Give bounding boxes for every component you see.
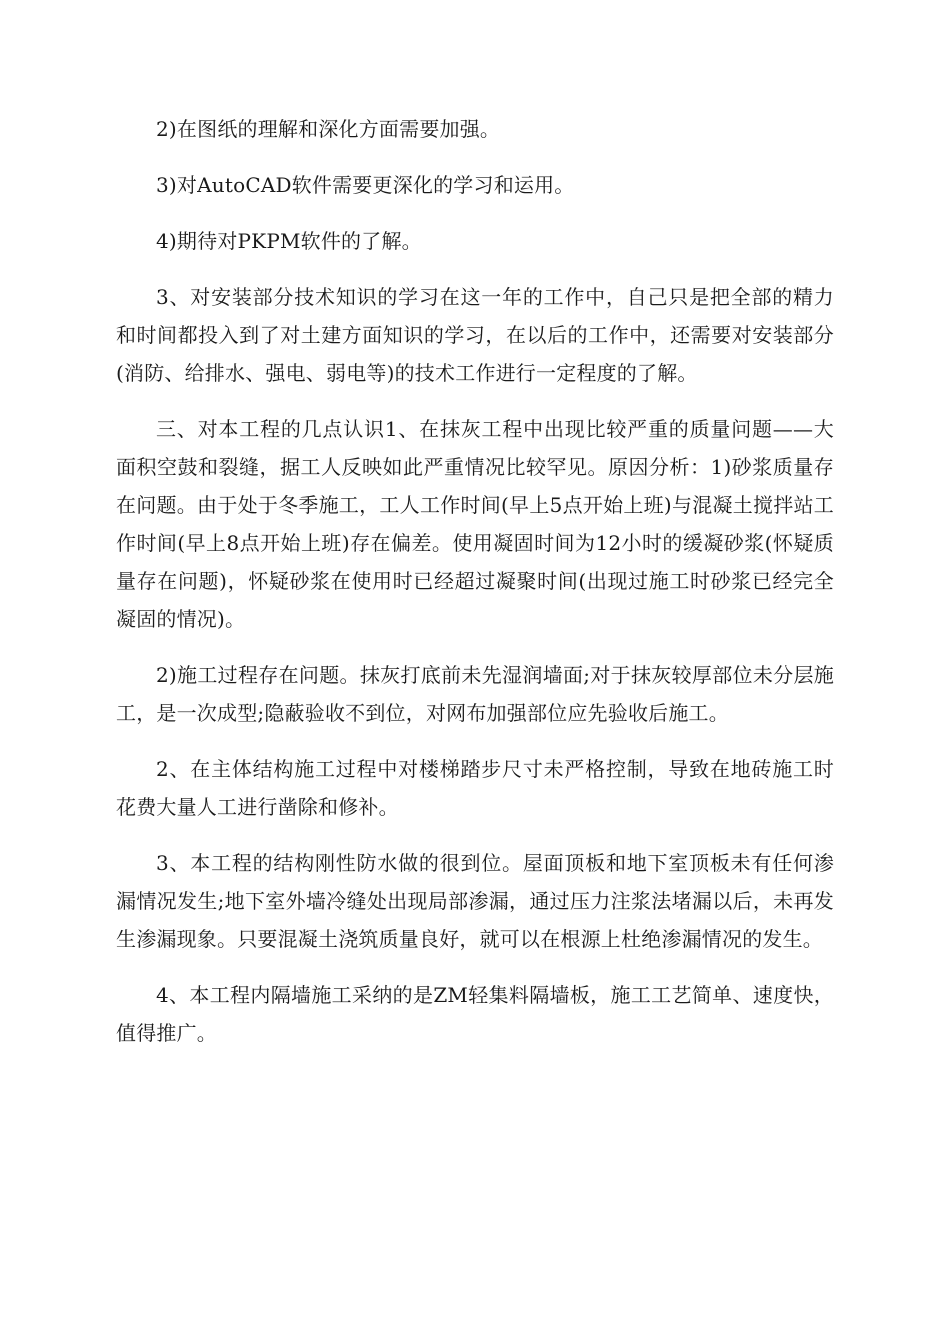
- document-body: [116, 110, 834, 1070]
- paragraph-project-observations: 三、对本工程的几点认识1、在抹灰工程中出现比较严重的质量问题——大面积空鼓和裂缝，据工人反映如此严重情况比较罕见。原因分析：1)砂浆质量存在问题。由于处于冬季施工，工人工作时间(早上5点开始上班)与混凝土搅拌站工作时间(早上8点开始上班)存在偏差。使用凝固时间为12小时的缓凝砂浆(怀疑质量存在问题)，怀疑砂浆在使用时已经超过凝聚时间(出现过施工时砂浆已经完全凝固的情况)。: [116, 417, 834, 631]
- paragraph-construction-process-issues: 2)施工过程存在问题。抹灰打底前未先湿润墙面;对于抹灰较厚部位未分层施工，是一次成型;隐蔽验收不到位，对网布加强部位应先验收后施工。: [116, 663, 834, 725]
- paragraph-autocad-learning: 3)对AutoCAD软件需要更深化的学习和运用。: [156, 173, 575, 197]
- paragraph-pkpm-expectation: 4)期待对PKPM软件的了解。: [156, 229, 422, 253]
- paragraph-waterproofing: 3、本工程的结构刚性防水做的很到位。屋面顶板和地下室顶板未有任何渗漏情况发生;地下室外墙冷缝处出现局部渗漏，通过压力注浆法堵漏以后，未再发生渗漏现象。只要混凝土浇筑质量良好，就可以在根源上杜绝渗漏情况的发生。: [116, 851, 834, 951]
- paragraph-partition-walls: 4、本工程内隔墙施工采纳的是ZM轻集料隔墙板，施工工艺简单、速度快，值得推广。: [116, 983, 834, 1045]
- paragraph-drawing-understanding: 2)在图纸的理解和深化方面需要加强。: [156, 117, 501, 141]
- paragraph-installation-knowledge: 3、对安装部分技术知识的学习在这一年的工作中，自己只是把全部的精力和时间都投入到了对土建方面知识的学习，在以后的工作中，还需要对安装部分(消防、给排水、强电、弱电等)的技术工作进行一定程度的了解。: [116, 285, 834, 385]
- paragraph-stair-dimensions: 2、在主体结构施工过程中对楼梯踏步尺寸未严格控制，导致在地砖施工时花费大量人工进行凿除和修补。: [116, 757, 834, 819]
